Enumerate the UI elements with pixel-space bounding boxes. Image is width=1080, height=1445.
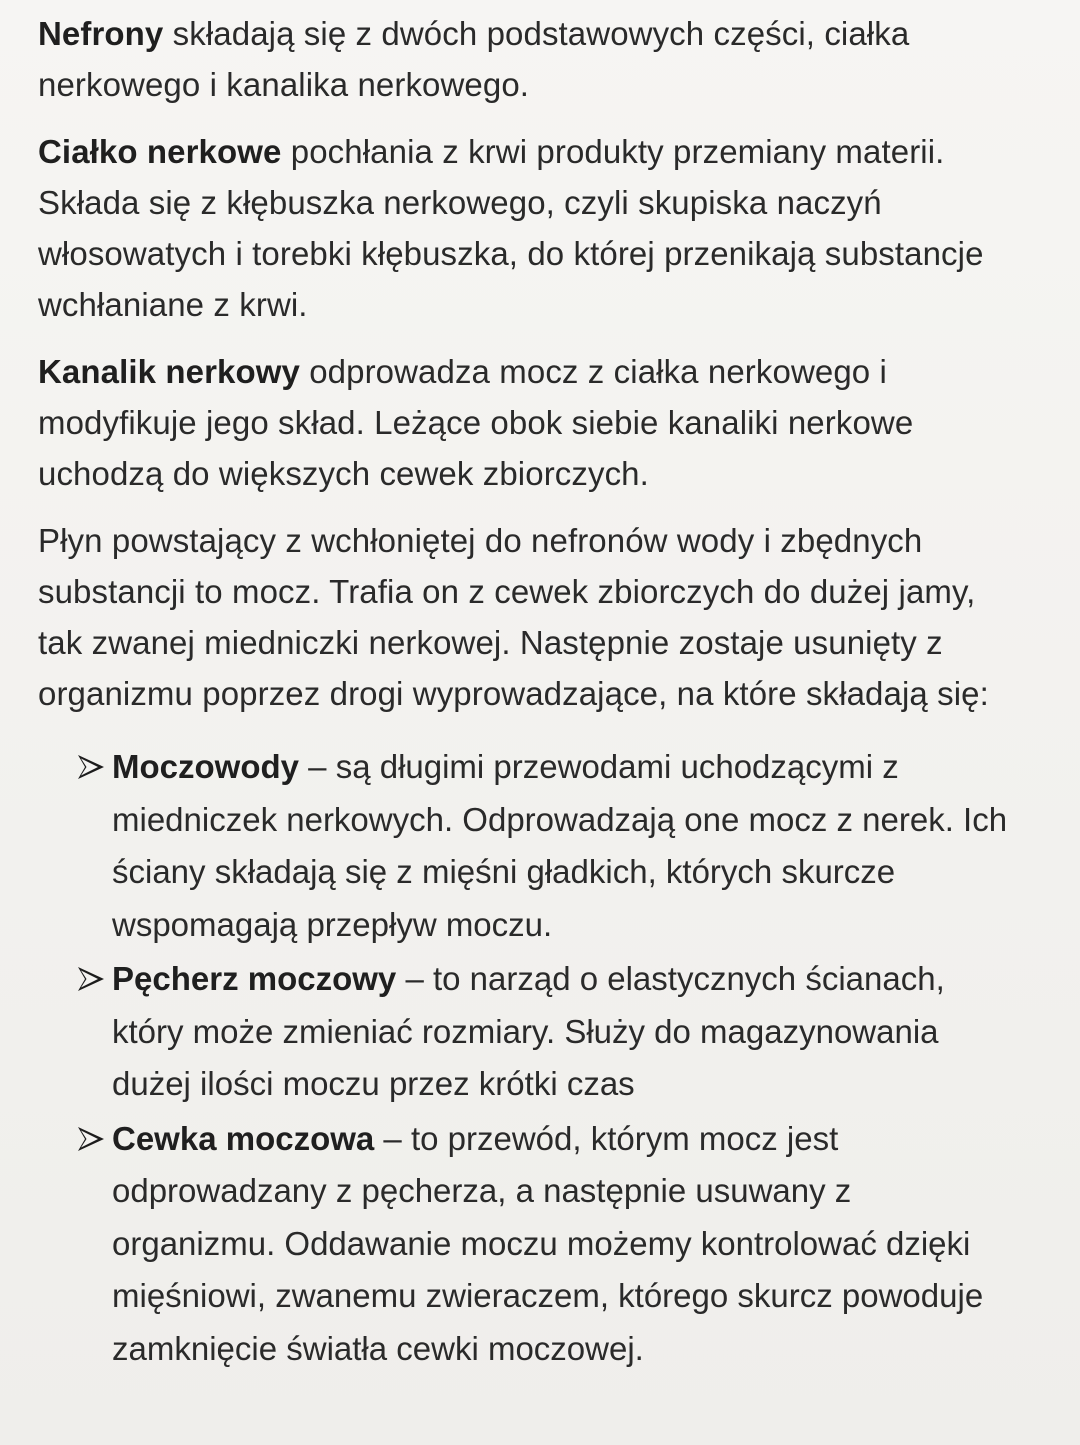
list-item-pecherz-moczowy bbox=[38, 953, 1010, 1111]
paragraph-kanalik-nerkowy-text: odprowadza mocz z ciałka nerkowego i modyfikuje jego skład. Leżące obok siebie kanaliki nerkowe uchodzą do większych cewek zbiorczych. bbox=[38, 353, 914, 492]
term-moczowody: Moczowody bbox=[112, 748, 299, 785]
arrowhead-bullet-icon bbox=[76, 741, 110, 793]
list-item-cewka-moczowa-text: – to przewód, którym mocz jest odprowadzany z pęcherza, a następnie usuwany z organizmu. Oddawanie moczu możemy kontrolować dzięki mięśniowi, zwanemu zwieraczem, którego skurcz powoduje zamknięcie światła cewki moczowej. bbox=[112, 1119, 984, 1367]
paragraph-mocz bbox=[38, 515, 1010, 719]
paragraph-cialko-nerkowe-text: pochłania z krwi produkty przemiany materii. Składa się z kłębuszka nerkowego, czyli skupiska naczyń włosowatych i torebki kłębuszka, do której przenikają substancje wchłaniane z krwi. bbox=[38, 133, 984, 323]
list-item-moczowody bbox=[38, 741, 1010, 951]
paragraph-nefrony bbox=[38, 8, 1010, 110]
arrowhead-bullet-icon bbox=[76, 1113, 110, 1165]
list-item-cewka-moczowa bbox=[38, 1113, 1010, 1376]
term-kanalik-nerkowy: Kanalik nerkowy bbox=[38, 353, 300, 390]
paragraph-nefrony-text: składają się z dwóch podstawowych części, ciałka nerkowego i kanalika nerkowego. bbox=[38, 15, 910, 103]
term-nefrony: Nefrony bbox=[38, 15, 164, 52]
term-cialko-nerkowe: Ciałko nerkowe bbox=[38, 133, 282, 170]
list-item-pecherz-moczowy-text: – to narząd o elastycznych ścianach, który może zmieniać rozmiary. Służy do magazynowania dużej ilości moczu przez krótki czas bbox=[112, 960, 945, 1102]
list-item-moczowody-text: – są długimi przewodami uchodzącymi z miedniczek nerkowych. Odprowadzają one mocz z nerek. Ich ściany składają się z mięśni gładkich, których skurcze wspomagają przepływ moczu. bbox=[112, 748, 1008, 943]
term-cewka-moczowa: Cewka moczowa bbox=[112, 1119, 375, 1157]
arrowhead-bullet-icon bbox=[76, 953, 110, 1005]
paragraph-mocz-text: Płyn powstający z wchłoniętej do nefronów wody i zbędnych substancji to mocz. Trafia on z cewek zbiorczych do dużej jamy, tak zwanej miedniczki nerkowej. Następnie zostaje usunięty z organizmu poprzez drogi wyprowadzające, na które składają się: bbox=[38, 522, 989, 712]
paragraph-kanalik-nerkowy bbox=[38, 346, 1010, 499]
term-pecherz-moczowy: Pęcherz moczowy bbox=[112, 960, 397, 997]
drogi-wyprowadzajace-list bbox=[38, 741, 1010, 1375]
paragraph-cialko-nerkowe bbox=[38, 126, 1010, 330]
